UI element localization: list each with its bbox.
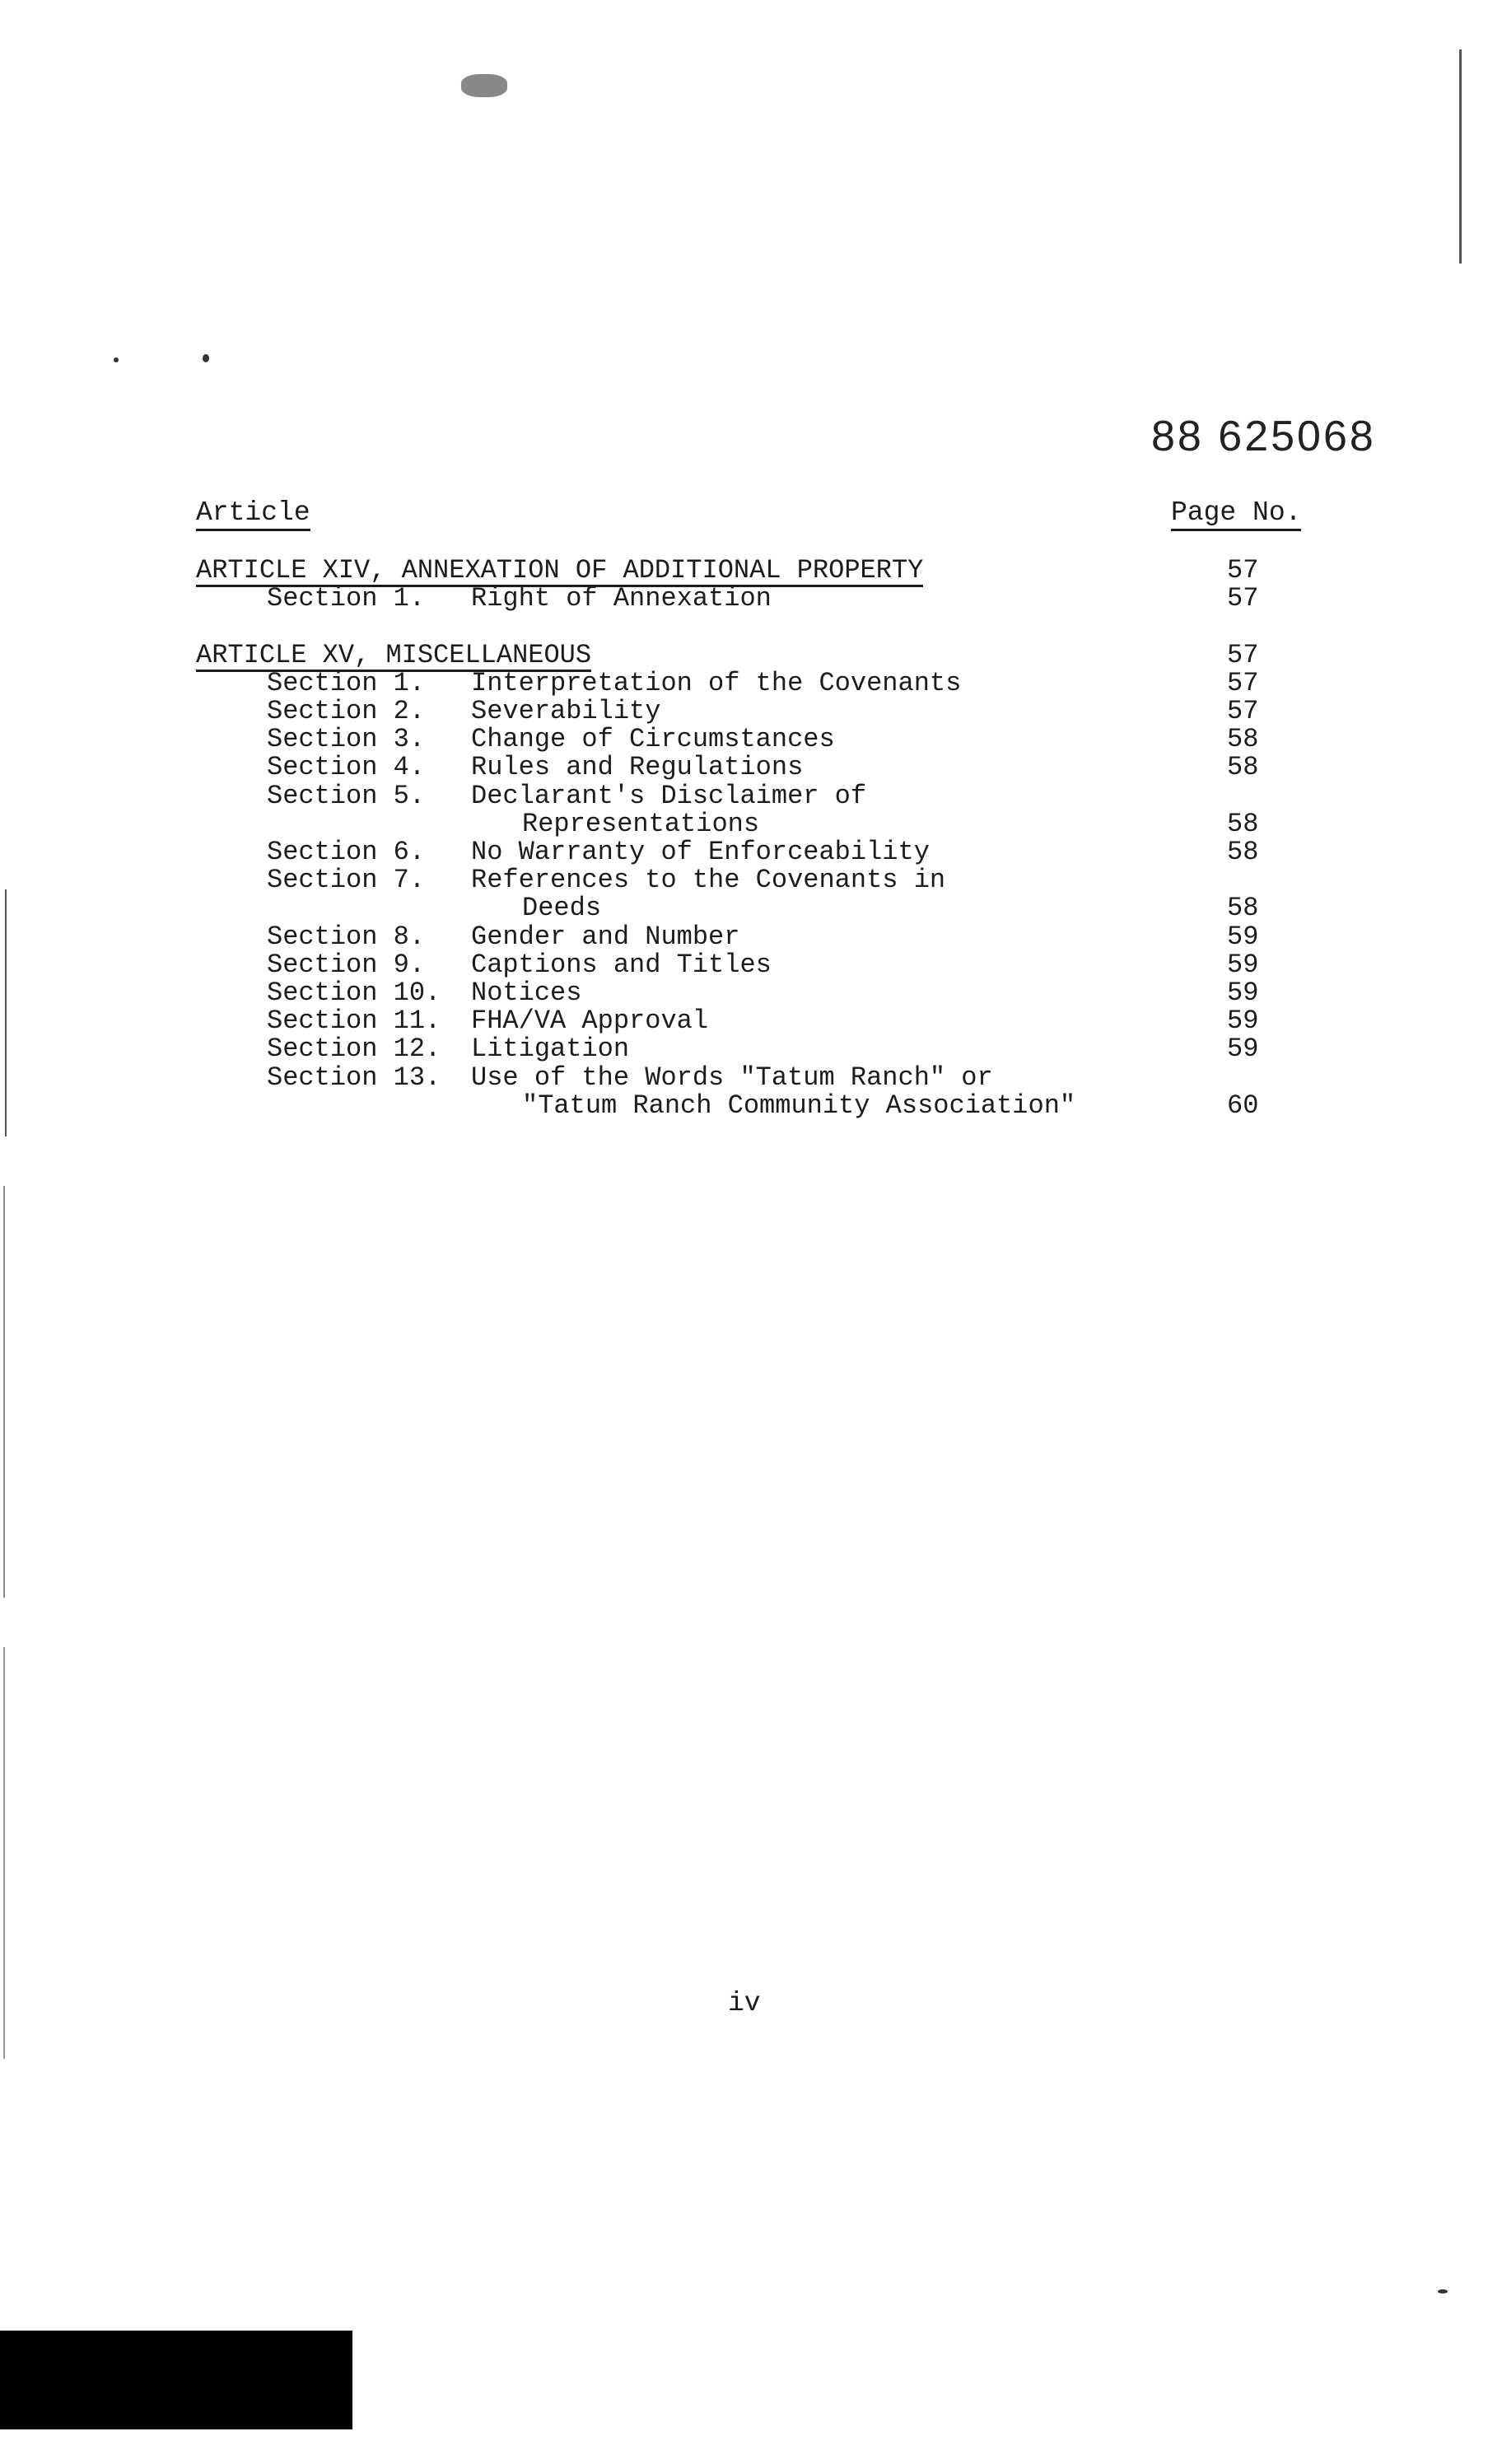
section-title: Notices xyxy=(471,978,582,1008)
section-page-number: 60 xyxy=(1227,1090,1259,1121)
toc-section-row xyxy=(0,1007,1502,1035)
toc-section-row xyxy=(0,585,1502,613)
section-title: Captions and Titles xyxy=(471,949,772,980)
section-page-number: 59 xyxy=(1227,978,1259,1008)
section-title: Use of the Words "Tatum Ranch" or xyxy=(471,1062,993,1093)
section-title: No Warranty of Enforceability xyxy=(471,837,930,867)
article-title: ARTICLE XIV, ANNEXATION OF ADDITIONAL PROPERTY xyxy=(196,555,924,586)
toc-section-row xyxy=(0,1035,1502,1063)
scan-black-block xyxy=(0,2331,352,2429)
scan-edge-line xyxy=(3,1647,5,2059)
section-number: Section 11. xyxy=(267,1006,441,1037)
section-title: Gender and Number xyxy=(471,921,740,952)
section-page-number: 58 xyxy=(1227,893,1259,924)
section-number: Section 6. xyxy=(267,837,426,867)
section-number: Section 12. xyxy=(267,1034,441,1065)
section-title: Declarant's Disclaimer of xyxy=(471,780,867,811)
section-page-number: 59 xyxy=(1227,1034,1259,1065)
section-number: Section 2. xyxy=(267,696,426,726)
article-label: Article xyxy=(196,497,310,531)
section-title: References to the Covenants in xyxy=(471,865,946,896)
section-title: Representations xyxy=(522,808,760,839)
article-title: ARTICLE XV, MISCELLANEOUS xyxy=(196,639,592,670)
section-number: Section 1. xyxy=(267,667,426,698)
page-footer-number: iv xyxy=(728,1988,761,2018)
section-page-number: 59 xyxy=(1227,949,1259,980)
section-page-number: 58 xyxy=(1227,808,1259,839)
section-number: Section 8. xyxy=(267,921,426,952)
article-page-number: 57 xyxy=(1227,555,1259,586)
section-page-number: 58 xyxy=(1227,752,1259,783)
section-title: Change of Circumstances xyxy=(471,724,835,755)
section-page-number: 58 xyxy=(1227,724,1259,755)
toc-section-continuation xyxy=(0,810,1502,838)
section-title: "Tatum Ranch Community Association" xyxy=(522,1090,1076,1121)
section-number: Section 10. xyxy=(267,978,441,1008)
toc-section-row xyxy=(0,667,1502,698)
toc-section-row xyxy=(0,866,1502,894)
document-number: 88 625068 xyxy=(1151,413,1376,460)
section-title: Litigation xyxy=(471,1034,630,1065)
section-number: Section 5. xyxy=(267,780,426,811)
toc-article-row xyxy=(0,639,1502,670)
toc-section-row xyxy=(0,782,1502,810)
toc-section-continuation xyxy=(0,894,1502,922)
toc-section-row xyxy=(0,979,1502,1007)
section-number: Section 7. xyxy=(267,865,426,896)
scan-smudge xyxy=(461,74,507,97)
toc-section-row xyxy=(0,698,1502,726)
section-number: Section 3. xyxy=(267,724,426,755)
scan-speck xyxy=(1438,2289,1448,2294)
section-number: Section 9. xyxy=(267,949,426,980)
column-header-article xyxy=(196,499,310,527)
scan-speck xyxy=(114,357,119,362)
article-page-number: 57 xyxy=(1227,639,1259,670)
scan-edge-line xyxy=(3,1186,5,1598)
scan-edge-line xyxy=(5,889,7,1136)
section-page-number: 59 xyxy=(1227,1006,1259,1037)
toc-section-continuation xyxy=(0,1092,1502,1120)
section-number: Section 1. xyxy=(267,583,426,614)
section-page-number: 59 xyxy=(1227,921,1259,952)
toc-section-row xyxy=(0,1064,1502,1092)
section-title: Deeds xyxy=(522,893,602,924)
section-page-number: 58 xyxy=(1227,837,1259,867)
scan-speck xyxy=(203,354,209,362)
section-number: Section 4. xyxy=(267,752,426,783)
section-number: Section 13. xyxy=(267,1062,441,1093)
section-title: Severability xyxy=(471,696,661,726)
toc-section-row xyxy=(0,951,1502,979)
section-title: FHA/VA Approval xyxy=(471,1006,709,1037)
toc-section-row xyxy=(0,754,1502,782)
section-title: Rules and Regulations xyxy=(471,752,804,783)
page-label: Page No. xyxy=(1171,497,1301,531)
section-page-number: 57 xyxy=(1227,696,1259,726)
toc-section-row xyxy=(0,726,1502,754)
toc-section-row xyxy=(0,838,1502,866)
toc-article-row xyxy=(0,557,1502,585)
section-page-number: 57 xyxy=(1227,667,1259,698)
section-title: Right of Annexation xyxy=(471,583,772,614)
column-header-page xyxy=(1171,499,1301,527)
section-page-number: 57 xyxy=(1227,583,1259,614)
toc-section-row xyxy=(0,923,1502,951)
scan-edge-line xyxy=(1459,49,1462,264)
section-title: Interpretation of the Covenants xyxy=(471,667,962,698)
